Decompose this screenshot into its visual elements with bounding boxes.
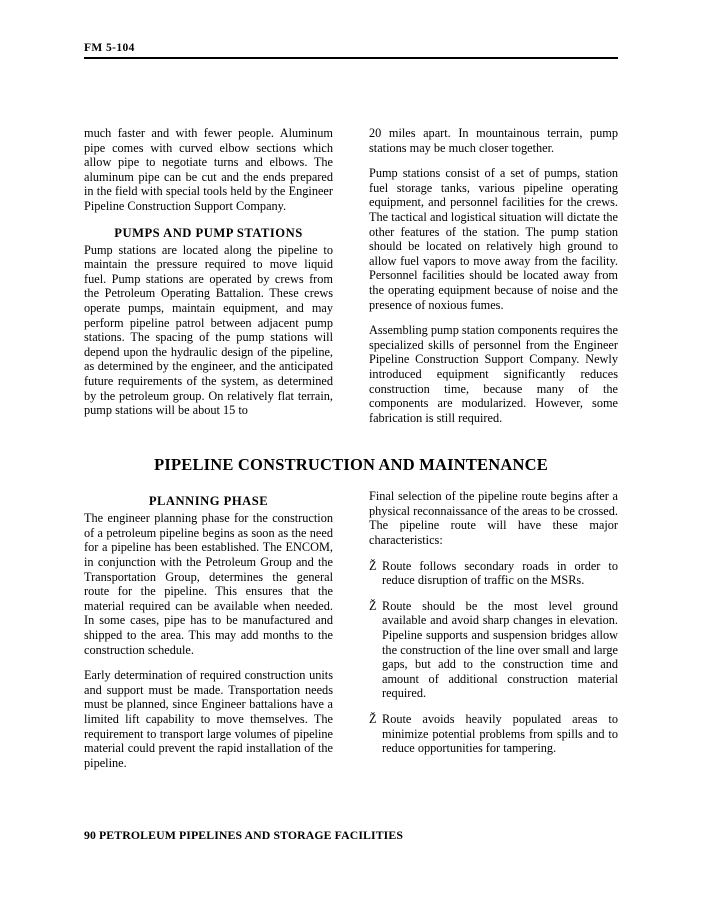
top-right-column — [369, 126, 618, 425]
top-left-column — [84, 126, 333, 425]
bullet-marker-icon: Ž — [369, 598, 377, 613]
list-item — [369, 712, 618, 756]
header-rule — [84, 57, 618, 59]
paragraph: Assembling pump station components requires the specialized skills of personnel from the Engineer Pipeline Construction Support Company. Newly introduced equipment significantly reduces construction time, because many of the components are modularized. However, some fabrication is still required. — [369, 323, 618, 425]
top-two-column-section — [84, 126, 618, 425]
list-item — [369, 599, 618, 701]
manual-id-label: FM 5-104 — [84, 42, 135, 54]
paragraph: Pump stations consist of a set of pumps, station fuel storage tanks, various pipeline operating equipment, and personnel facilities for the crews. The tactical and logistical situation will dictate the other features of the station. The pump station should be located on relatively high ground to allow fuel vapors to move away from the facility. Personnel facilities should be located away from the operating equipment because of noise and the presence of noxious fumes. — [369, 166, 618, 312]
section-heading-planning-phase: PLANNING PHASE — [148, 494, 269, 509]
paragraph: 20 miles apart. In mountainous terrain, pump stations may be much closer together. — [369, 126, 618, 155]
bullet-marker-icon: Ž — [369, 712, 377, 726]
paragraph: Pump stations are located along the pipeline to maintain the pressure required to move liquid fuel. Pump stations are operated by crews from the Petroleum Operating Battalion. These crews operate pumps, maintain equipment, and may perform pipeline patrol between adjacent pump stations. The spacing of the pump stations will depend upon the hydraulic design of the pipeline, as determined by the engineer, and the anticipated future requirements of the system, as determined by the petroleum group. On relatively flat terrain, pump stations will be about 15 to — [84, 242, 333, 418]
section-heading-pumps: PUMPS AND PUMP STATIONS — [114, 225, 303, 240]
paragraph: The engineer planning phase for the construction of a petroleum pipeline begins as soon as the need for a pipeline has been established. The ENCOM, in conjunction with the Petroleum Group and the Transportation Group, determines the general route for the pipeline. This ensures that the material required can be available when needed. In some cases, pipe has to be manufactured and shipped to the area. This may add months to the construction schedule. — [84, 511, 333, 657]
page-header — [84, 42, 618, 62]
page-footer — [84, 828, 618, 843]
page-content — [84, 126, 618, 770]
list-item-text: Route avoids heavily populated areas to minimize potential problems from spills and to reduce opportunities for tampering. — [382, 712, 618, 756]
list-item — [369, 559, 618, 588]
footer-title: PETROLEUM PIPELINES AND STORAGE FACILITIES — [99, 828, 403, 842]
lower-right-column — [369, 489, 618, 770]
list-item-text: Route should be the most level ground available and avoid sharp changes in elevation. Pipeline supports and suspension bridges allow the construction of the line over small and large gaps, but add to the construction time and amount of additional construction material required. — [382, 598, 618, 701]
lower-left-column — [84, 489, 333, 770]
page-number: 90 — [84, 828, 96, 842]
paragraph: Final selection of the pipeline route begins after a physical reconnaissance of the areas to be crossed. The pipeline route will have these major characteristics: — [369, 489, 618, 548]
bullet-marker-icon: Ž — [369, 558, 377, 573]
lower-two-column-section — [84, 489, 618, 770]
main-section-heading: PIPELINE CONSTRUCTION AND MAINTENANCE — [154, 455, 548, 475]
main-heading-block — [84, 455, 618, 475]
paragraph: Early determination of required construction units and support must be made. Transportation needs must be planned, since Engineer battalions have a limited lift capability to move themselves. The requirement to transport large volumes of pipeline material could prevent the rapid installation of the pipeline. — [84, 668, 333, 770]
list-item-text: Route follows secondary roads in order to reduce disruption of traffic on the MSRs. — [382, 558, 618, 588]
paragraph: much faster and with fewer people. Aluminum pipe comes with curved elbow sections which allow pipe to negotiate turns and elbows. The aluminum pipe can be cut and the ends prepared in the field with special tools held by the Engineer Pipeline Construction Support Company. — [84, 126, 333, 213]
